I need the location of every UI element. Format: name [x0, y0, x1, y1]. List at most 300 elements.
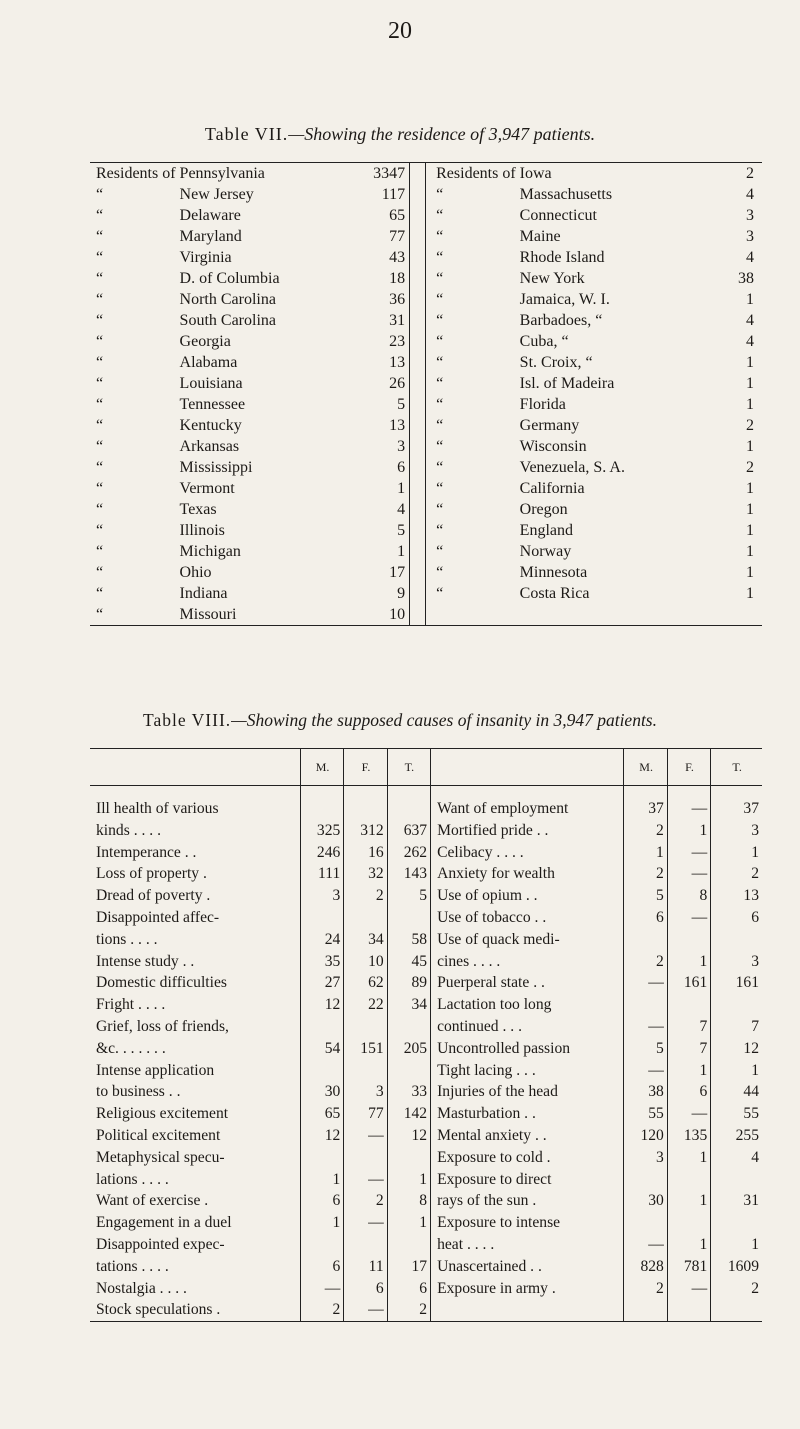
column-gap: [410, 436, 426, 457]
residence-name: England: [519, 522, 573, 539]
cause-female: [667, 1212, 710, 1234]
cause-male: 3: [624, 1147, 667, 1169]
cause-label: rays of the sun .: [431, 1190, 624, 1212]
cause-label: Ill health of various: [96, 800, 219, 817]
residence-name: Indiana: [179, 585, 228, 602]
residence-count: 1: [746, 501, 754, 518]
residence-name: Jamaica, W. I.: [519, 291, 610, 308]
residence-row: [90, 604, 762, 626]
cause-female: 7: [667, 1016, 710, 1038]
residence-name: Alabama: [179, 354, 238, 371]
header-m-left: M.: [300, 749, 343, 786]
cause-label: Want of exercise .: [96, 1192, 209, 1210]
cause-total: [711, 1212, 762, 1234]
cause-label: Disappointed expec-: [96, 1235, 225, 1253]
cause-label: Stock speculations .: [96, 1301, 221, 1319]
cause-label: Intemperance . .: [96, 843, 197, 861]
cause-total: 5: [387, 885, 430, 907]
residence-name: California: [519, 480, 585, 497]
residence-row: [90, 268, 762, 289]
header-t-right: T.: [711, 749, 762, 786]
residence-name: Barbadoes, “: [519, 312, 603, 329]
residence-name-empty: [518, 604, 710, 626]
column-gap: [410, 394, 426, 415]
cause-label: Metaphysical specu-: [96, 1148, 225, 1166]
cause-total: 161: [711, 972, 762, 994]
cause-total: 37: [711, 798, 762, 820]
residence-row: [90, 436, 762, 457]
spacer-cell: [624, 786, 667, 799]
cause-male: —: [624, 1234, 667, 1256]
residence-name: Florida: [519, 396, 566, 413]
cause-row: [90, 1190, 762, 1212]
cause-female: 11: [344, 1256, 387, 1278]
cause-label: continued . . .: [431, 1016, 624, 1038]
ditto-mark: “: [96, 501, 104, 518]
cause-label: Anxiety for wealth: [431, 863, 624, 885]
residence-row: [90, 478, 762, 499]
ditto-mark: “: [436, 564, 444, 581]
cause-female: —: [344, 1125, 387, 1147]
cause-total: 17: [387, 1256, 430, 1278]
residence-count: 18: [357, 268, 410, 289]
cause-male: 12: [300, 1125, 343, 1147]
column-gap: [410, 247, 426, 268]
cause-female: —: [667, 863, 710, 885]
ditto-mark: “: [436, 333, 444, 350]
cause-female: 1: [667, 1060, 710, 1082]
ditto-mark: “: [436, 354, 444, 371]
cause-label: tations . . . .: [96, 1257, 169, 1275]
column-gap: [410, 352, 426, 373]
column-gap: [410, 268, 426, 289]
cause-label: lations . . . .: [96, 1170, 169, 1188]
ditto-mark: “: [436, 186, 444, 203]
cause-label: Religious excitement: [96, 1105, 229, 1123]
column-gap: [410, 184, 426, 205]
residence-count: 1: [746, 585, 754, 602]
cause-male: [300, 798, 343, 820]
residence-row: [90, 373, 762, 394]
cause-total: 1: [711, 842, 762, 864]
cause-total: 7: [711, 1016, 762, 1038]
cause-label: Nostalgia . . . .: [96, 1279, 187, 1297]
cause-male: 2: [624, 1278, 667, 1300]
residence-count: 5: [357, 520, 410, 541]
cause-male: [300, 1060, 343, 1082]
residence-row: [90, 310, 762, 331]
cause-total: [711, 1169, 762, 1191]
cause-female: 312: [344, 820, 387, 842]
cause-total: 3: [711, 951, 762, 973]
ditto-mark: “: [96, 291, 104, 308]
cause-label: Lactation too long: [431, 994, 624, 1016]
residence-row: [90, 289, 762, 310]
cause-female: 10: [344, 951, 387, 973]
cause-total: 1: [711, 1234, 762, 1256]
ditto-mark: “: [436, 543, 444, 560]
cause-female: [667, 994, 710, 1016]
cause-total: 58: [387, 929, 430, 951]
cause-row: [90, 929, 762, 951]
cause-female: [344, 798, 387, 820]
cause-female: 1: [667, 1234, 710, 1256]
ditto-mark: “: [96, 396, 104, 413]
residence-name: Costa Rica: [519, 585, 590, 602]
cause-total: 2: [711, 1278, 762, 1300]
residence-count: 5: [357, 394, 410, 415]
residence-name: South Carolina: [179, 312, 276, 329]
cause-male: 65: [300, 1103, 343, 1125]
cause-label: Mental anxiety . .: [431, 1125, 624, 1147]
residence-row: [90, 247, 762, 268]
cause-row: [90, 1234, 762, 1256]
cause-female: 34: [344, 929, 387, 951]
cause-label: Use of tobacco . .: [431, 907, 624, 929]
residence-count: 13: [357, 415, 410, 436]
cause-label: [431, 1299, 624, 1321]
cause-female: 161: [667, 972, 710, 994]
residence-count: 1: [746, 375, 754, 392]
cause-male: —: [300, 1278, 343, 1300]
column-gap: [410, 457, 426, 478]
residence-count: 1: [746, 564, 754, 581]
cause-total: [387, 1234, 430, 1256]
cause-label: Masturbation . .: [431, 1103, 624, 1125]
cause-total: 142: [387, 1103, 430, 1125]
cause-female: 781: [667, 1256, 710, 1278]
column-gap: [410, 520, 426, 541]
residence-row: [90, 205, 762, 226]
cause-female: —: [344, 1299, 387, 1321]
cause-male: [300, 907, 343, 929]
cause-male: 2: [300, 1299, 343, 1321]
residence-count: 31: [357, 310, 410, 331]
ditto-mark: “: [436, 438, 444, 455]
cause-label: Political excitement: [96, 1126, 221, 1144]
spacer-cell: [300, 786, 343, 799]
residence-name: Maine: [519, 228, 561, 245]
cause-male: 246: [300, 842, 343, 864]
column-gap: [410, 205, 426, 226]
cause-row: [90, 1169, 762, 1191]
ditto-mark: “: [436, 270, 444, 287]
cause-female: 6: [344, 1278, 387, 1300]
ditto-mark: “: [96, 270, 104, 287]
cause-male: —: [624, 1016, 667, 1038]
cause-female: 32: [344, 863, 387, 885]
cause-row: [90, 820, 762, 842]
cause-label: Grief, loss of friends,: [96, 1017, 229, 1035]
residence-row: [90, 457, 762, 478]
cause-label: Exposure to direct: [431, 1169, 624, 1191]
residence-count: 2: [746, 459, 754, 476]
ditto-mark: “: [436, 207, 444, 224]
cause-label: Disappointed affec-: [96, 908, 220, 926]
cause-male: 6: [624, 907, 667, 929]
cause-male: 828: [624, 1256, 667, 1278]
column-gap: [410, 499, 426, 520]
cause-row: [90, 863, 762, 885]
cause-total: 1: [387, 1212, 430, 1234]
cause-label: Exposure to intense: [431, 1212, 624, 1234]
cause-total: 205: [387, 1038, 430, 1060]
residence-name: Rhode Island: [519, 249, 605, 266]
cause-total: [387, 1060, 430, 1082]
residence-count: 4: [357, 499, 410, 520]
cause-label: Use of opium . .: [431, 885, 624, 907]
cause-male: [300, 1147, 343, 1169]
cause-male: 54: [300, 1038, 343, 1060]
ditto-mark: “: [436, 396, 444, 413]
cause-male: 35: [300, 951, 343, 973]
ditto-mark: “: [96, 207, 104, 224]
ditto-mark: “: [96, 438, 104, 455]
cause-row: [90, 1016, 762, 1038]
residence-count: 1: [746, 543, 754, 560]
residence-count: 43: [357, 247, 410, 268]
residence-count: 3347: [357, 163, 410, 185]
residence-name: Norway: [519, 543, 572, 560]
residence-count: 36: [357, 289, 410, 310]
ditto-mark: “: [96, 522, 104, 539]
residence-name: Isl. of Madeira: [519, 375, 615, 392]
residence-count: 1: [357, 478, 410, 499]
residence-row: [90, 226, 762, 247]
cause-female: —: [667, 1103, 710, 1125]
cause-label: cines . . . .: [431, 951, 624, 973]
cause-male: [624, 1212, 667, 1234]
cause-label: heat . . . .: [431, 1234, 624, 1256]
cause-row: [90, 1256, 762, 1278]
causes-header-row: [90, 749, 762, 786]
cause-female: —: [667, 798, 710, 820]
cause-label: Uncontrolled passion: [431, 1038, 624, 1060]
residence-name: Maryland: [179, 228, 242, 245]
cause-female: [344, 1147, 387, 1169]
cause-total: 1: [711, 1060, 762, 1082]
cause-female: 1: [667, 820, 710, 842]
cause-female: 2: [344, 885, 387, 907]
cause-total: [387, 1147, 430, 1169]
cause-row: [90, 842, 762, 864]
cause-female: [344, 1234, 387, 1256]
cause-label: Domestic difficulties: [96, 974, 227, 992]
residence-name: Virginia: [179, 249, 232, 266]
cause-male: [300, 1016, 343, 1038]
cause-female: —: [667, 842, 710, 864]
residence-count: 1: [746, 396, 754, 413]
residence-name: Delaware: [179, 207, 241, 224]
cause-label: Mortified pride . .: [431, 820, 624, 842]
cause-total: 45: [387, 951, 430, 973]
table8-label: Table VIII.: [143, 710, 232, 730]
ditto-mark: “: [436, 417, 444, 434]
residence-count: 117: [357, 184, 410, 205]
cause-female: 22: [344, 994, 387, 1016]
cause-total: 3: [711, 820, 762, 842]
column-gap: [410, 415, 426, 436]
cause-male: 6: [300, 1256, 343, 1278]
ditto-mark: “: [436, 312, 444, 329]
cause-label: Fright . . . .: [96, 996, 166, 1014]
cause-label: Puerperal state . .: [431, 972, 624, 994]
residence-row: [90, 583, 762, 604]
spacer-cell: [387, 786, 430, 799]
residence-name: Michigan: [179, 543, 241, 560]
cause-row: [90, 1299, 762, 1321]
cause-male: 2: [624, 820, 667, 842]
residence-count: 4: [746, 249, 754, 266]
residence-name: Germany: [519, 417, 580, 434]
residence-name: Venezuela, S. A.: [519, 459, 625, 476]
ditto-mark: “: [436, 291, 444, 308]
cause-label: to business . .: [96, 1083, 181, 1101]
causes-table: [90, 748, 762, 1322]
ditto-mark: “: [436, 501, 444, 518]
cause-label: Celibacy . . . .: [431, 842, 624, 864]
residence-count: 3: [746, 228, 754, 245]
cause-female: 151: [344, 1038, 387, 1060]
cause-total: 44: [711, 1081, 762, 1103]
cause-total: [387, 798, 430, 820]
cause-female: [667, 1169, 710, 1191]
cause-total: 2: [387, 1299, 430, 1321]
residence-row: [90, 415, 762, 436]
cause-female: 135: [667, 1125, 710, 1147]
cause-row: [90, 1212, 762, 1234]
cause-total: 143: [387, 863, 430, 885]
cause-male: 12: [300, 994, 343, 1016]
cause-female: [344, 1060, 387, 1082]
residence-count: 9: [357, 583, 410, 604]
residence-row: [90, 520, 762, 541]
cause-label: Loss of property .: [96, 865, 207, 883]
cause-female: 1: [667, 1147, 710, 1169]
residence-name: Georgia: [179, 333, 231, 350]
residence-name: Connecticut: [519, 207, 597, 224]
residence-name: Mississippi: [179, 459, 253, 476]
column-gap: [410, 541, 426, 562]
ditto-mark: “: [96, 186, 104, 203]
residence-name: New Jersey: [179, 186, 254, 203]
residence-count: 17: [357, 562, 410, 583]
residence-count: 77: [357, 226, 410, 247]
cause-label: Intense application: [96, 1061, 215, 1079]
ditto-mark: “: [96, 249, 104, 266]
residence-count: 38: [738, 270, 754, 287]
cause-male: 30: [624, 1190, 667, 1212]
cause-label: kinds . . . .: [96, 821, 161, 839]
cause-row: [90, 907, 762, 929]
table8-caption-text: —Showing the supposed causes of insanity in 3,947 patients.: [231, 710, 657, 730]
ditto-mark: “: [436, 585, 444, 602]
residence-name: Ohio: [179, 564, 212, 581]
residence-count: 1: [746, 438, 754, 455]
ditto-mark: “: [96, 459, 104, 476]
cause-total: 12: [387, 1125, 430, 1147]
residence-count: 2: [746, 417, 754, 434]
residence-count: 23: [357, 331, 410, 352]
cause-male: —: [624, 972, 667, 994]
residence-prefix-empty: [426, 604, 518, 626]
cause-row: [90, 1125, 762, 1147]
residents-of-prefix: Residents of: [436, 165, 516, 182]
ditto-mark: “: [96, 564, 104, 581]
cause-label: Engagement in a duel: [96, 1214, 232, 1232]
cause-total: 637: [387, 820, 430, 842]
cause-female: [344, 1016, 387, 1038]
cause-male: 6: [300, 1190, 343, 1212]
ditto-mark: “: [436, 459, 444, 476]
cause-female: 3: [344, 1081, 387, 1103]
table7-caption-text: —Showing the residence of 3,947 patients.: [288, 124, 596, 144]
cause-total: 1609: [711, 1256, 762, 1278]
cause-total: 12: [711, 1038, 762, 1060]
page-number: 20: [388, 18, 412, 44]
spacer-cell: [431, 786, 624, 799]
cause-female: [667, 1299, 710, 1321]
residence-count: 1: [357, 541, 410, 562]
cause-female: 6: [667, 1081, 710, 1103]
cause-label: Exposure to cold .: [431, 1147, 624, 1169]
cause-row: [90, 1103, 762, 1125]
cause-row: [90, 1038, 762, 1060]
cause-female: —: [344, 1212, 387, 1234]
residence-count: 26: [357, 373, 410, 394]
cause-male: 37: [624, 798, 667, 820]
residence-name: Tennessee: [179, 396, 246, 413]
cause-label: Want of employment: [431, 798, 624, 820]
spacer-cell: [667, 786, 710, 799]
cause-male: 1: [624, 842, 667, 864]
residence-count: 3: [746, 207, 754, 224]
cause-row: [90, 798, 762, 820]
cause-total: 255: [711, 1125, 762, 1147]
residence-name: St. Croix, “: [519, 354, 593, 371]
cause-total: 2: [711, 863, 762, 885]
column-gap: [410, 163, 426, 185]
header-m-right: M.: [624, 749, 667, 786]
cause-female: 77: [344, 1103, 387, 1125]
cause-male: —: [624, 1060, 667, 1082]
residence-count: 13: [357, 352, 410, 373]
residence-name: Arkansas: [179, 438, 240, 455]
residence-name: Minnesota: [519, 564, 588, 581]
cause-male: 5: [624, 885, 667, 907]
residence-name: Pennsylvania: [179, 165, 265, 182]
residence-name: Louisiana: [179, 375, 243, 392]
ditto-mark: “: [96, 585, 104, 602]
cause-male: [624, 929, 667, 951]
ditto-mark: “: [436, 249, 444, 266]
residence-count: 10: [357, 604, 410, 626]
cause-label: Intense study . .: [96, 952, 195, 970]
residence-row: [90, 352, 762, 373]
cause-label: tions . . . .: [96, 930, 158, 948]
column-gap: [410, 604, 426, 626]
residence-row: [90, 331, 762, 352]
cause-male: 1: [300, 1212, 343, 1234]
ditto-mark: “: [96, 312, 104, 329]
ditto-mark: “: [96, 417, 104, 434]
cause-female: —: [667, 907, 710, 929]
cause-female: 7: [667, 1038, 710, 1060]
residence-name: Kentucky: [179, 417, 242, 434]
cause-label: Use of quack medi-: [431, 929, 624, 951]
residence-name: Wisconsin: [519, 438, 587, 455]
cause-total: 34: [387, 994, 430, 1016]
